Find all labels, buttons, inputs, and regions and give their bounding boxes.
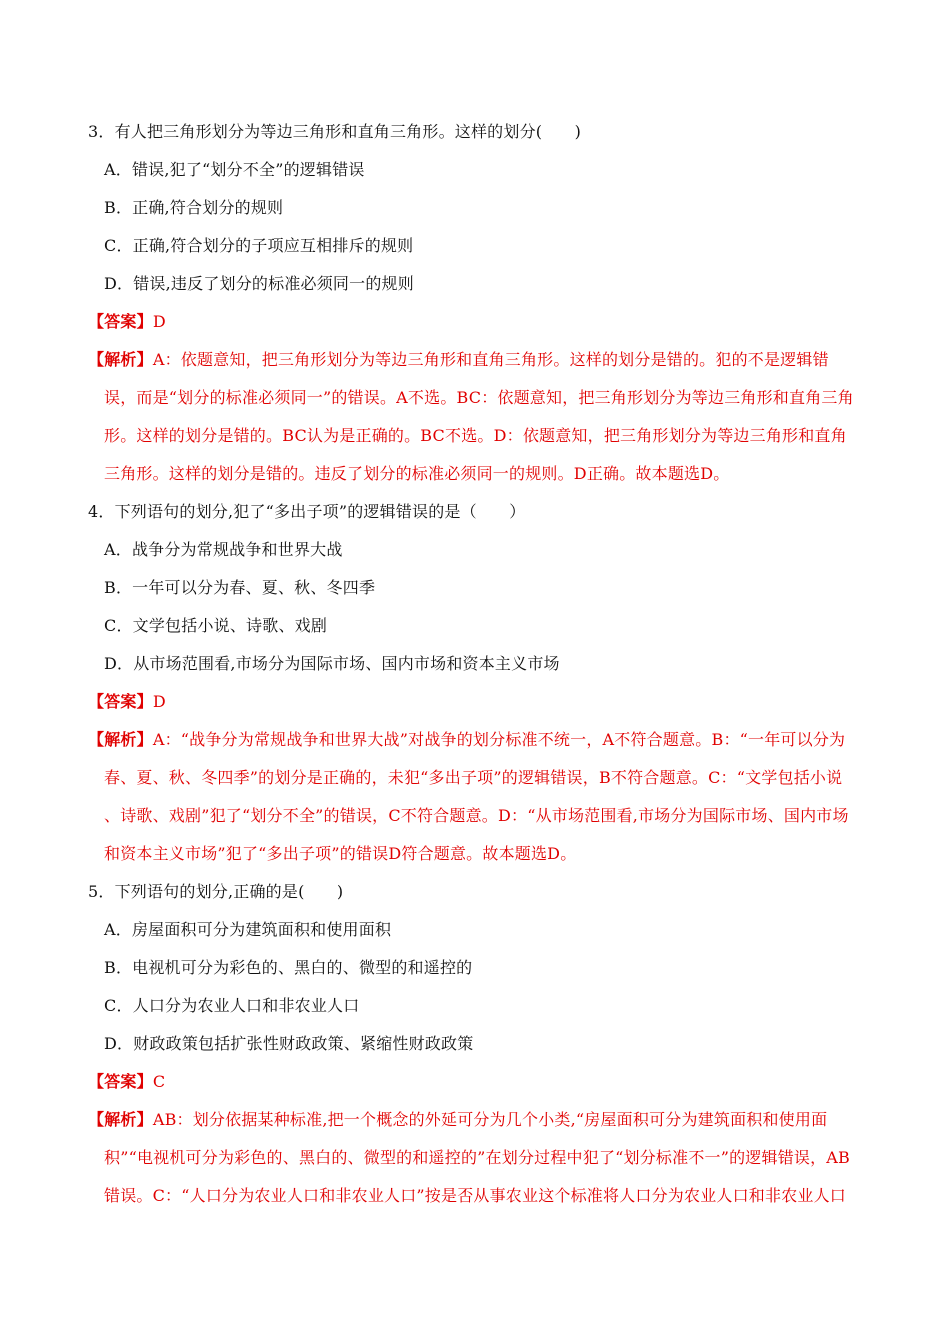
question-5-stem: 5．下列语句的划分,正确的是( ) [88, 882, 344, 901]
answer-tag: 【答案】 [88, 312, 153, 331]
question-4-analysis-line-3: 、诗歌、戏剧”犯了“划分不全”的错误，C不符合题意。D：“从市场范围看,市场分为国际市场、国内市场 [104, 806, 849, 825]
analysis-tag: 【解析】 [88, 1110, 153, 1129]
question-3-stem: 3．有人把三角形划分为等边三角形和直角三角形。这样的划分( ) [88, 122, 582, 141]
question-5-option-c: C．人口分为农业人口和非农业人口 [104, 996, 360, 1015]
analysis-text: AB：划分依据某种标准,把一个概念的外延可分为几个小类,“房屋面积可分为建筑面积和使用面 [152, 1110, 828, 1129]
answer-tag: 【答案】 [88, 1072, 153, 1091]
answer-value: D [152, 692, 166, 711]
question-4-option-b: B．一年可以分为春、夏、秋、冬四季 [104, 578, 376, 597]
question-4-analysis-line-4: 和资本主义市场”犯了“多出子项”的错误D符合题意。故本题选D。 [104, 844, 577, 863]
question-4-option-d: D．从市场范围看,市场分为国际市场、国内市场和资本主义市场 [104, 654, 560, 673]
question-3-analysis-line-4: 三角形。这样的划分是错的。违反了划分的标准必须同一的规则。D正确。故本题选D。 [104, 464, 730, 483]
question-5-analysis-line-3: 错误。C：“人口分为农业人口和非农业人口”按是否从事农业这个标准将人口分为农业人口和非农业人口 [104, 1186, 847, 1205]
question-3-analysis-line-3: 形。这样的划分是错的。BC认为是正确的。BC不选。D：依题意知，把三角形划分为等边三角形和直角 [104, 426, 847, 445]
question-4-answer [88, 692, 166, 712]
question-4-option-c: C．文学包括小说、诗歌、戏剧 [104, 616, 328, 635]
answer-value: C [152, 1072, 166, 1091]
analysis-tag: 【解析】 [88, 730, 153, 749]
question-3-option-b: B．正确,符合划分的规则 [104, 198, 284, 217]
analysis-text: A：依题意知，把三角形划分为等边三角形和直角三角形。这样的划分是错的。犯的不是逻辑错 [152, 350, 829, 369]
question-3-option-c: C．正确,符合划分的子项应互相排斥的规则 [104, 236, 414, 255]
question-4-analysis-line-2: 春、夏、秋、冬四季”的划分是正确的，未犯“多出子项”的逻辑错误，B不符合题意。C：“文学包括小说 [104, 768, 843, 787]
answer-value: D [152, 312, 166, 331]
question-5-option-d: D．财政政策包括扩张性财政政策、紧缩性财政政策 [104, 1034, 474, 1053]
question-3-analysis-line-1 [88, 350, 829, 370]
question-3-option-a: A．错误,犯了“划分不全”的逻辑错误 [104, 160, 365, 179]
question-5-option-b: B．电视机可分为彩色的、黑白的、微型的和遥控的 [104, 958, 473, 977]
question-4-stem: 4．下列语句的划分,犯了“多出子项”的逻辑错误的是（ ） [88, 502, 526, 521]
analysis-tag: 【解析】 [88, 350, 153, 369]
question-5-analysis-line-2: 积”“电视机可分为彩色的、黑白的、微型的和遥控的”在划分过程中犯了“划分标准不一”的逻辑错误，AB [104, 1148, 851, 1167]
question-4-option-a: A．战争分为常规战争和世界大战 [104, 540, 343, 559]
question-5-analysis-line-1 [88, 1110, 827, 1130]
analysis-text: A：“战争分为常规战争和世界大战”对战争的划分标准不统一，A不符合题意。B：“一年可以分为 [152, 730, 846, 749]
question-5-answer [88, 1072, 165, 1092]
question-3-analysis-line-2: 误，而是“划分的标准必须同一”的错误。A不选。BC：依题意知，把三角形划分为等边三角形和直角三角 [104, 388, 854, 407]
question-4-analysis-line-1 [88, 730, 845, 750]
question-3-option-d: D．错误,违反了划分的标准必须同一的规则 [104, 274, 414, 293]
answer-tag: 【答案】 [88, 692, 153, 711]
question-5-option-a: A．房屋面积可分为建筑面积和使用面积 [104, 920, 392, 939]
question-3-answer [88, 312, 166, 332]
